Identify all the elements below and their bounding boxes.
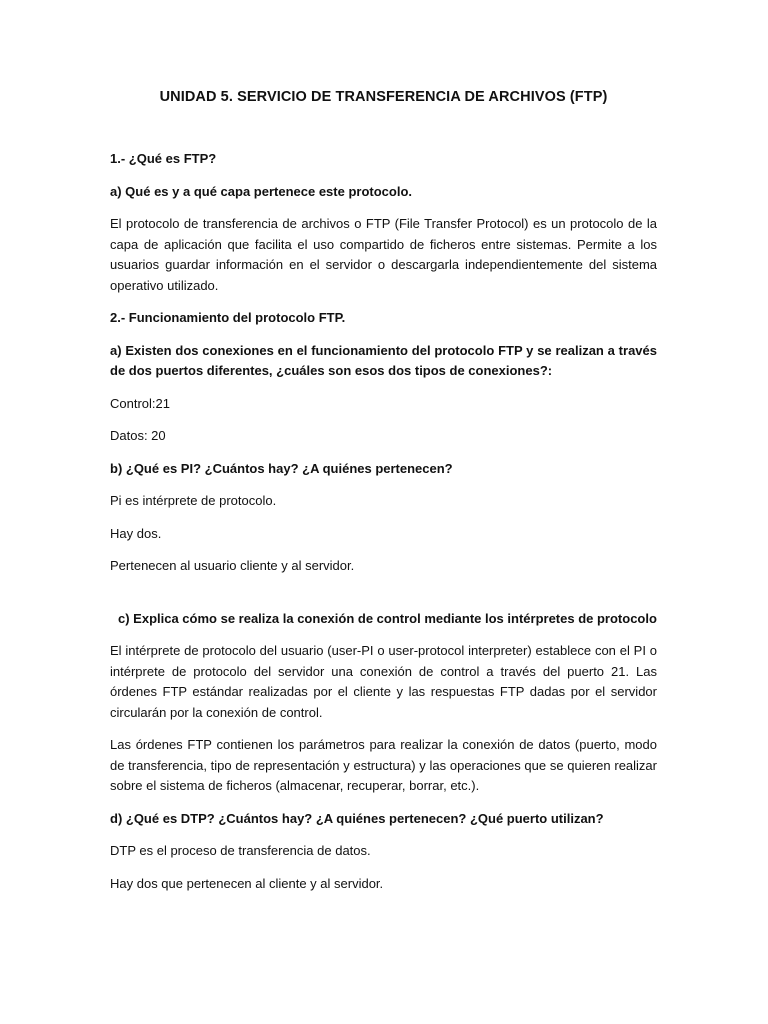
question-1a: a) Qué es y a qué capa pertenece este protocolo.: [110, 183, 412, 199]
answer-1a: El protocolo de transferencia de archivos o FTP (File Transfer Protocol) es un protocolo de la capa de aplicación que facilita el uso compartido de ficheros entre sistemas. Permite a los usuarios guardar información en el servidor o descargarla independientemente del sistema operativo utilizado.: [110, 216, 657, 293]
answer-2a-control: Control:21: [110, 395, 170, 411]
answer-2c-paragraph-2: Las órdenes FTP contienen los parámetros para realizar la conexión de datos (puerto, modo de transferencia, tipo de representación y estructura) y las operaciones que se quieren realizar sobre el sistema de ficheros (almacenar, recuperar, borrar, etc.).: [110, 737, 657, 793]
answer-2b-line-3: Pertenecen al usuario cliente y al servidor.: [110, 558, 355, 573]
section-heading-2: 2.- Funcionamiento del protocolo FTP.: [110, 310, 346, 325]
answer-2b-line-2: Hay dos.: [110, 525, 162, 541]
question-2a: a) Existen dos conexiones en el funcionamiento del protocolo FTP y se realizan a través de dos puertos diferentes, ¿cuáles son esos dos tipos de conexiones?:: [110, 342, 657, 378]
question-2d: d) ¿Qué es DTP? ¿Cuántos hay? ¿A quiénes pertenecen? ¿Qué puerto utilizan?: [110, 810, 604, 826]
answer-2a-datos: Datos: 20: [110, 428, 166, 443]
question-2c: c) Explica cómo se realiza la conexión de control mediante los intérpretes de protocolo: [118, 610, 657, 626]
answer-2d-line-1: DTP es el proceso de transferencia de datos.: [110, 843, 371, 858]
section-heading-1: 1.- ¿Qué es FTP?: [110, 151, 217, 166]
question-2b: b) ¿Qué es PI? ¿Cuántos hay? ¿A quiénes pertenecen?: [110, 460, 453, 476]
document-body: [110, 86, 657, 906]
answer-2c-paragraph-1: El intérprete de protocolo del usuario (user-PI o user-protocol interpreter) establece con el PI o intérprete de protocolo del servidor una conexión de control a través del puerto 21. Las órdenes FTP estándar realizadas por el cliente y las respuestas FTP dadas por el servidor circularán por la conexión de control.: [110, 643, 657, 720]
answer-2d-line-2: Hay dos que pertenecen al cliente y al servidor.: [110, 875, 384, 891]
document-title: UNIDAD 5. SERVICIO DE TRANSFERENCIA DE ARCHIVOS (FTP): [159, 89, 608, 105]
answer-2b-line-1: Pi es intérprete de protocolo.: [110, 493, 277, 508]
